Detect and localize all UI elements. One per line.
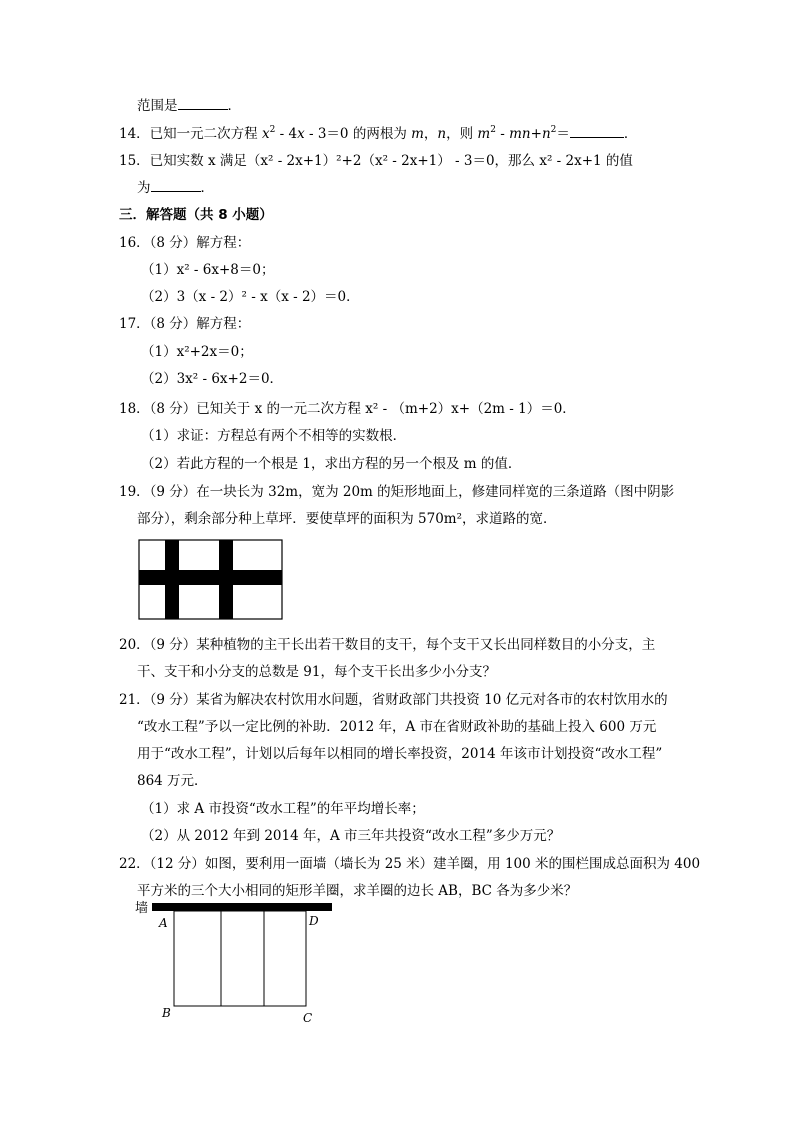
q13-tail-text: 范围是	[137, 98, 178, 114]
q21-part2: （2）从 2012 年到 2014 年，A 市三年共投资“改水工程”多少万元？	[141, 828, 561, 844]
q22-line2: 平方米的三个大小相同的矩形羊圈，求羊圈的边长 AB，BC 各为多少米？	[137, 883, 578, 899]
q16-part1: （1）x² - 6x+8＝0；	[141, 262, 275, 278]
q21-part1: （1）求 A 市投资“改水工程”的年平均增长率；	[141, 801, 425, 817]
pen-figure	[132, 897, 332, 1027]
road-figure	[138, 539, 284, 621]
q13-tail: 范围是 ．	[137, 98, 241, 114]
q18-part1: （1）求证：方程总有两个不相等的实数根．	[141, 428, 407, 444]
wall-label: 墙	[135, 901, 149, 916]
road-vertical-left	[165, 540, 179, 619]
q14: 14．已知一元二次方程 $x^2 - 4x - 3=0$ 的两根为 m，n，则 $m^2 - mn+n^2=$ ．	[119, 125, 638, 142]
road-horizontal	[139, 570, 282, 585]
pen-outline	[174, 911, 306, 1006]
q20-line1: 20．（9 分）某种植物的主干长出若干数目的支干，每个支干又长出同样数目的小分支，主	[119, 637, 656, 653]
q19-line1: 19．（9 分）在一块长为 32m，宽为 20m 的矩形地面上，修建同样宽的三条道路（图中阴影	[119, 484, 675, 500]
q18-head: 18．（8 分）已知关于 x 的一元二次方程 x² - （m+2）x+（2m - 1）＝0．	[119, 401, 576, 417]
q16-head: 16．（8 分）解方程：	[119, 235, 251, 251]
q16-part2: （2）3（x - 2）² - x（x - 2）＝0．	[141, 289, 360, 305]
point-c-label: C	[303, 1011, 313, 1025]
q17-part2: （2）3x² - 6x+2＝0．	[141, 371, 284, 387]
road-vertical-right	[219, 540, 233, 619]
q21-line4: 864 万元．	[137, 773, 208, 789]
q17-part1: （1）x²+2x＝0；	[141, 344, 253, 360]
q15-line2: 为 ．	[137, 180, 214, 196]
answer-blank[interactable]	[570, 124, 624, 138]
point-b-label: B	[162, 1006, 171, 1020]
wall-bar	[152, 903, 332, 911]
answer-blank[interactable]	[178, 96, 228, 110]
q22-line1: 22．（12 分）如图，要利用一面墙（墙长为 25 米）建羊圈，用 100 米的围栏围成总面积为 400	[119, 856, 701, 872]
q21-line2: “改水工程”予以一定比例的补助．2012 年，A 市在省财政补助的基础上投入 600 万元	[137, 719, 657, 735]
q17-head: 17．（8 分）解方程：	[119, 316, 251, 332]
point-a-label: A	[159, 916, 168, 930]
q18-part2: （2）若此方程的一个根是 1，求出方程的另一个根及 m 的值．	[141, 456, 522, 472]
point-d-label: D	[309, 914, 319, 928]
q15-line1: 15．已知实数 x 满足（x² - 2x+1）²+2（x² - 2x+1） - 3＝0，那么 x² - 2x+1 的值	[119, 153, 633, 169]
q20-line2: 干、支干和小分支的总数是 91，每个支干长出多少小分支？	[137, 664, 496, 680]
q21-line1: 21．（9 分）某省为解决农村饮用水问题，省财政部门共投资 10 亿元对各市的农村饮用水的	[119, 692, 668, 708]
answer-blank[interactable]	[151, 178, 201, 192]
q19-line2: 部分），剩余部分种上草坪．要使草坪的面积为 570m²，求道路的宽．	[137, 511, 557, 527]
section-heading: 三．解答题（共 8 小题）	[119, 207, 273, 223]
q21-line3: 用于“改水工程”，计划以后每年以相同的增长率投资，2014 年该市计划投资“改水工程”	[137, 746, 663, 762]
